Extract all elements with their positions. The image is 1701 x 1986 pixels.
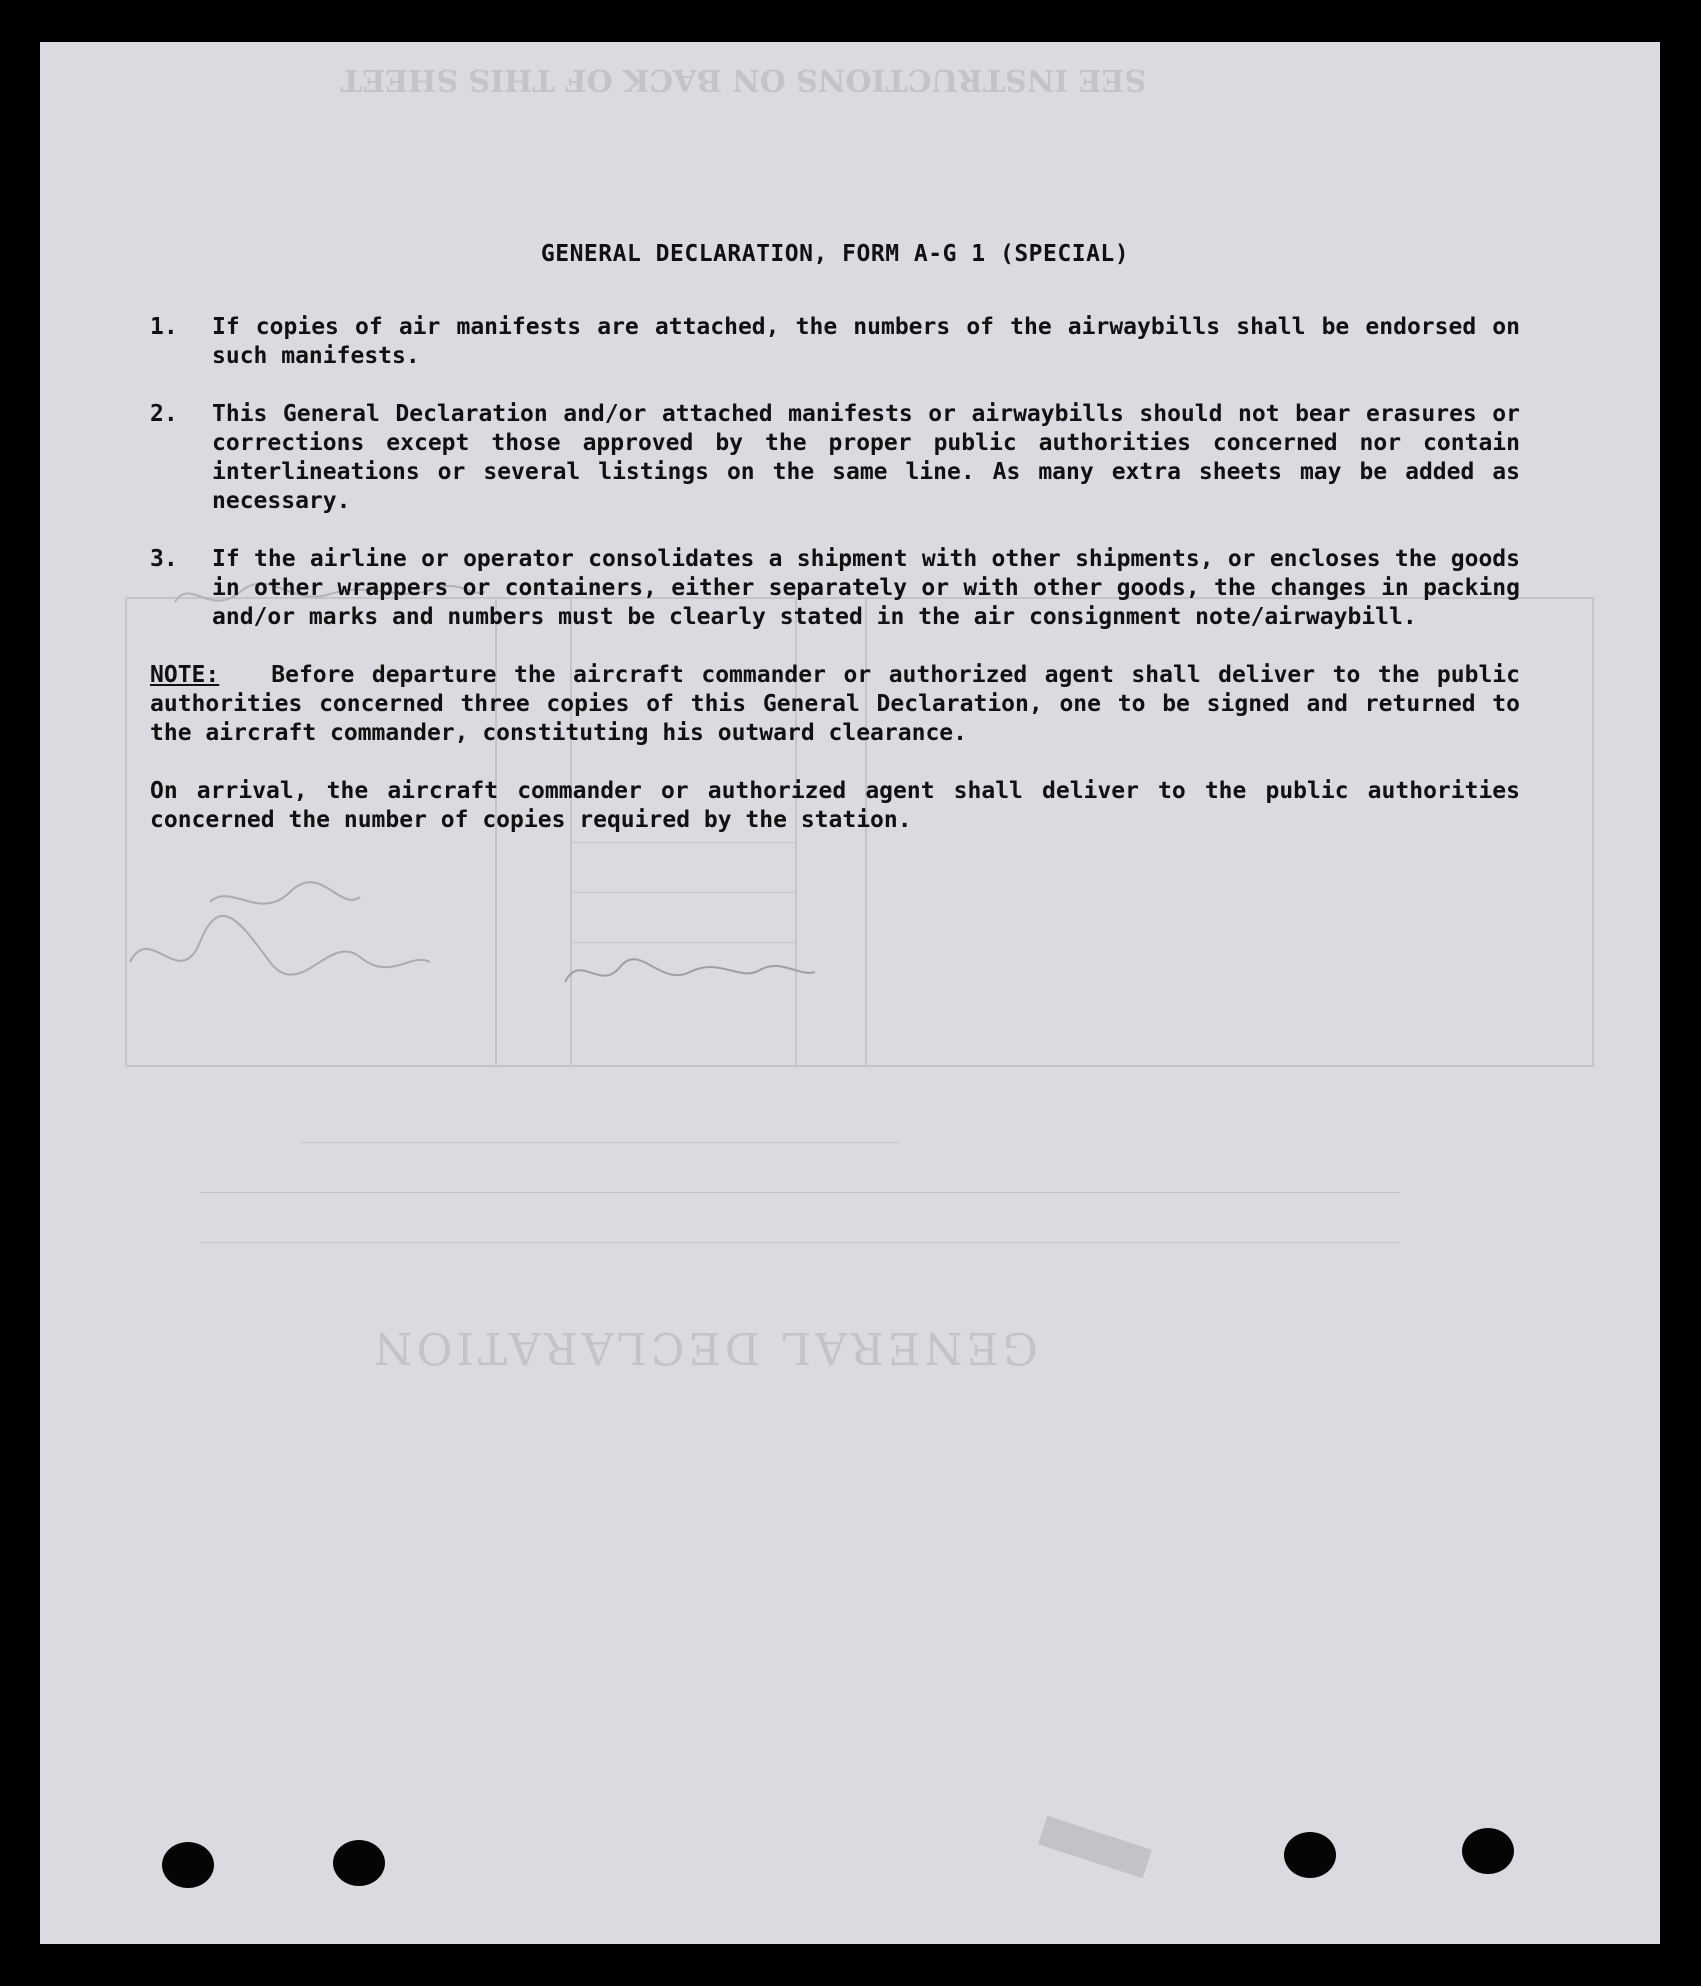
instruction-item (150, 400, 1520, 516)
ghost-heading-large: GENERAL DECLARATION (370, 1322, 1038, 1373)
punch-hole (162, 1842, 214, 1888)
item-text: If copies of air manifests are attached, the numbers of the airwaybills shall be endorsed on such manifests. (212, 314, 1520, 369)
item-text: This General Declaration and/or attached manifests or airwaybills should not bear erasures or corrections except those approved by the proper public authorities concerned nor contain interlineations or several listings on the same line. As many extra sheets may be added as necessary. (212, 401, 1520, 514)
ghost-line-c (200, 1242, 1400, 1243)
instructions-content (150, 240, 1520, 835)
instruction-item (150, 313, 1520, 371)
handwritten-scribble (120, 862, 440, 1002)
ghost-line-a (300, 1142, 900, 1143)
punch-hole (1462, 1828, 1514, 1874)
item-number: 1. (150, 314, 178, 340)
page-title: GENERAL DECLARATION, FORM A-G 1 (SPECIAL) (540, 241, 1130, 267)
ghost-row-2 (570, 892, 795, 893)
ghost-heading-top: SEE INSTRUCTIONS ON BACK OF THIS SHEET (340, 62, 1147, 97)
note-paragraph (150, 661, 1520, 748)
note-text: Before departure the aircraft commander or authorized agent shall deliver to the public authorities concerned three copies of this General Declaration, one to be signed and returned to the aircraft commander, constituting his outward clearance. (150, 662, 1520, 746)
ghost-line-b (200, 1192, 1400, 1193)
item-number: 2. (150, 401, 178, 427)
punch-hole (333, 1840, 385, 1886)
ghost-row-1 (570, 842, 795, 843)
handwritten-signature (560, 942, 820, 1002)
stamp-mark (1038, 1816, 1152, 1879)
arrival-paragraph: On arrival, the aircraft commander or authorized agent shall deliver to the public authorities concerned the number of copies required by the station. (150, 778, 1520, 833)
punch-hole (1284, 1832, 1336, 1878)
item-text: If the airline or operator consolidates a shipment with other shipments, or encloses the goods in other wrappers or containers, either separately or with other goods, the changes in packing and/or marks and numbers must be clearly stated in the air consignment note/airwaybill. (212, 546, 1520, 630)
instruction-item (150, 545, 1520, 632)
ghost-table-bottom (125, 1065, 1595, 1067)
item-number: 3. (150, 546, 178, 572)
ghost-table-right (1592, 597, 1594, 1067)
note-label: NOTE: (150, 662, 220, 688)
